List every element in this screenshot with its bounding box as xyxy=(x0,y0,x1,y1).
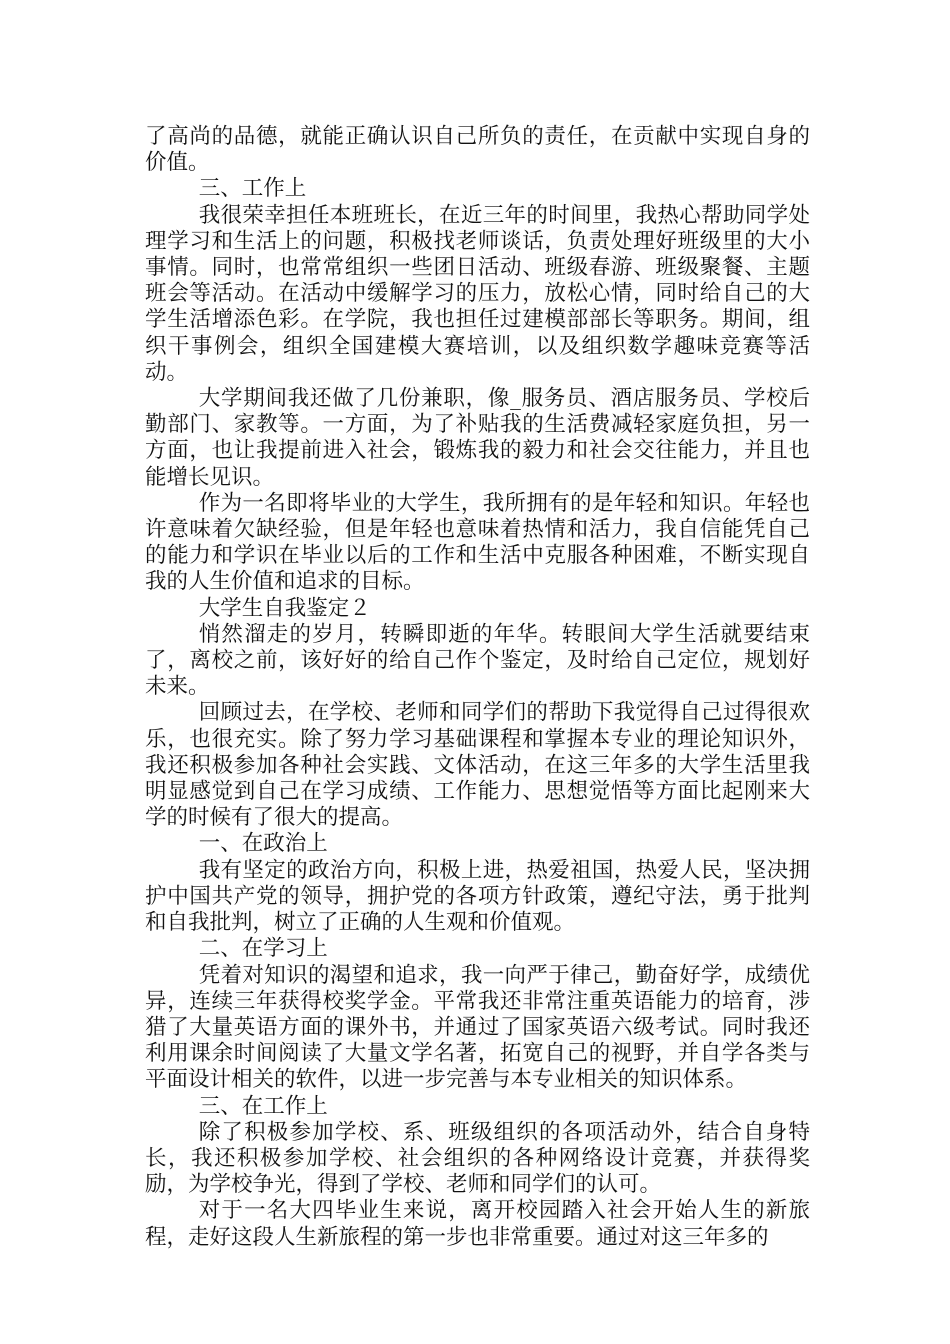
section-heading: 一、在政治上 xyxy=(198,831,328,857)
document-subtitle: 大学生自我鉴定２ xyxy=(198,595,371,621)
paragraph: 回顾过去，在学校、老师和同学们的帮助下我觉得自己过得很欢乐，也很充实。除了努力学习基础课程和掌握本专业的理论知识外，我还积极参加各种社会实践、文体活动，在这三年多的大学生活里我明显感觉到自己在学习成绩、工作能力、思想觉悟等方面比起刚来大学的时候有了很大的提高。 xyxy=(145,700,810,831)
paragraph: 了高尚的品德，就能正确认识自己所负的责任，在贡献中实现自身的价值。 xyxy=(145,124,810,176)
paragraph: 作为一名即将毕业的大学生，我所拥有的是年轻和知识。年轻也许意味着欠缺经验，但是年轻也意味着热情和活力，我自信能凭自己的能力和学识在毕业以后的工作和生活中克服各种困难，不断实现自我的人生价值和追求的目标。 xyxy=(145,490,810,595)
section-heading: 三、在工作上 xyxy=(198,1093,328,1119)
paragraph: 凭着对知识的渴望和追求，我一向严于律己，勤奋好学，成绩优异，连续三年获得校奖学金。平常我还非常注重英语能力的培育，涉猎了大量英语方面的课外书，并通过了国家英语六级考试。同时我还利用课余时间阅读了大量文学名著，拓宽自己的视野，并自学各类与平面设计相关的软件，以进一步完善与本专业相关的知识体系。 xyxy=(145,962,810,1093)
paragraph: 我很荣幸担任本班班长，在近三年的时间里，我热心帮助同学处理学习和生活上的问题，积极找老师谈话，负责处理好班级里的大小事情。同时，也常常组织一些团日活动、班级春游、班级聚餐、主题班会等活动。在活动中缓解学习的压力，放松心情，同时给自己的大学生活增添色彩。在学院，我也担任过建模部部长等职务。期间，组织干事例会，组织全国建模大赛培训，以及组织数学趣味竞赛等活动。 xyxy=(145,202,810,385)
paragraph: 大学期间我还做了几份兼职，像_服务员、酒店服务员、学校后勤部门、家教等。一方面，为了补贴我的生活费减轻家庭负担，另一方面，也让我提前进入社会，锻炼我的毅力和社会交往能力，并且也能增长见识。 xyxy=(145,386,810,490)
paragraph: 对于一名大四毕业生来说，离开校园踏入社会开始人生的新旅程，走好这段人生新旅程的第一步也非常重要。通过对这三年多的 xyxy=(145,1198,810,1250)
section-heading: 三、工作上 xyxy=(198,176,307,202)
section-heading: 二、在学习上 xyxy=(198,936,328,962)
paragraph: 除了积极参加学校、系、班级组织的各项活动外，结合自身特长，我还积极参加学校、社会组织的各种网络设计竞赛，并获得奖励，为学校争光，得到了学校、老师和同学们的认可。 xyxy=(145,1119,810,1198)
paragraph: 我有坚定的政治方向，积极上进，热爱祖国，热爱人民，坚决拥护中国共产党的领导，拥护党的各项方针政策，遵纪守法，勇于批判和自我批判，树立了正确的人生观和价值观。 xyxy=(145,857,810,936)
document-page xyxy=(145,124,810,1251)
paragraph: 悄然溜走的岁月，转瞬即逝的年华。转眼间大学生活就要结束了，离校之前，该好好的给自己作个鉴定，及时给自己定位，规划好未来。 xyxy=(145,621,810,700)
